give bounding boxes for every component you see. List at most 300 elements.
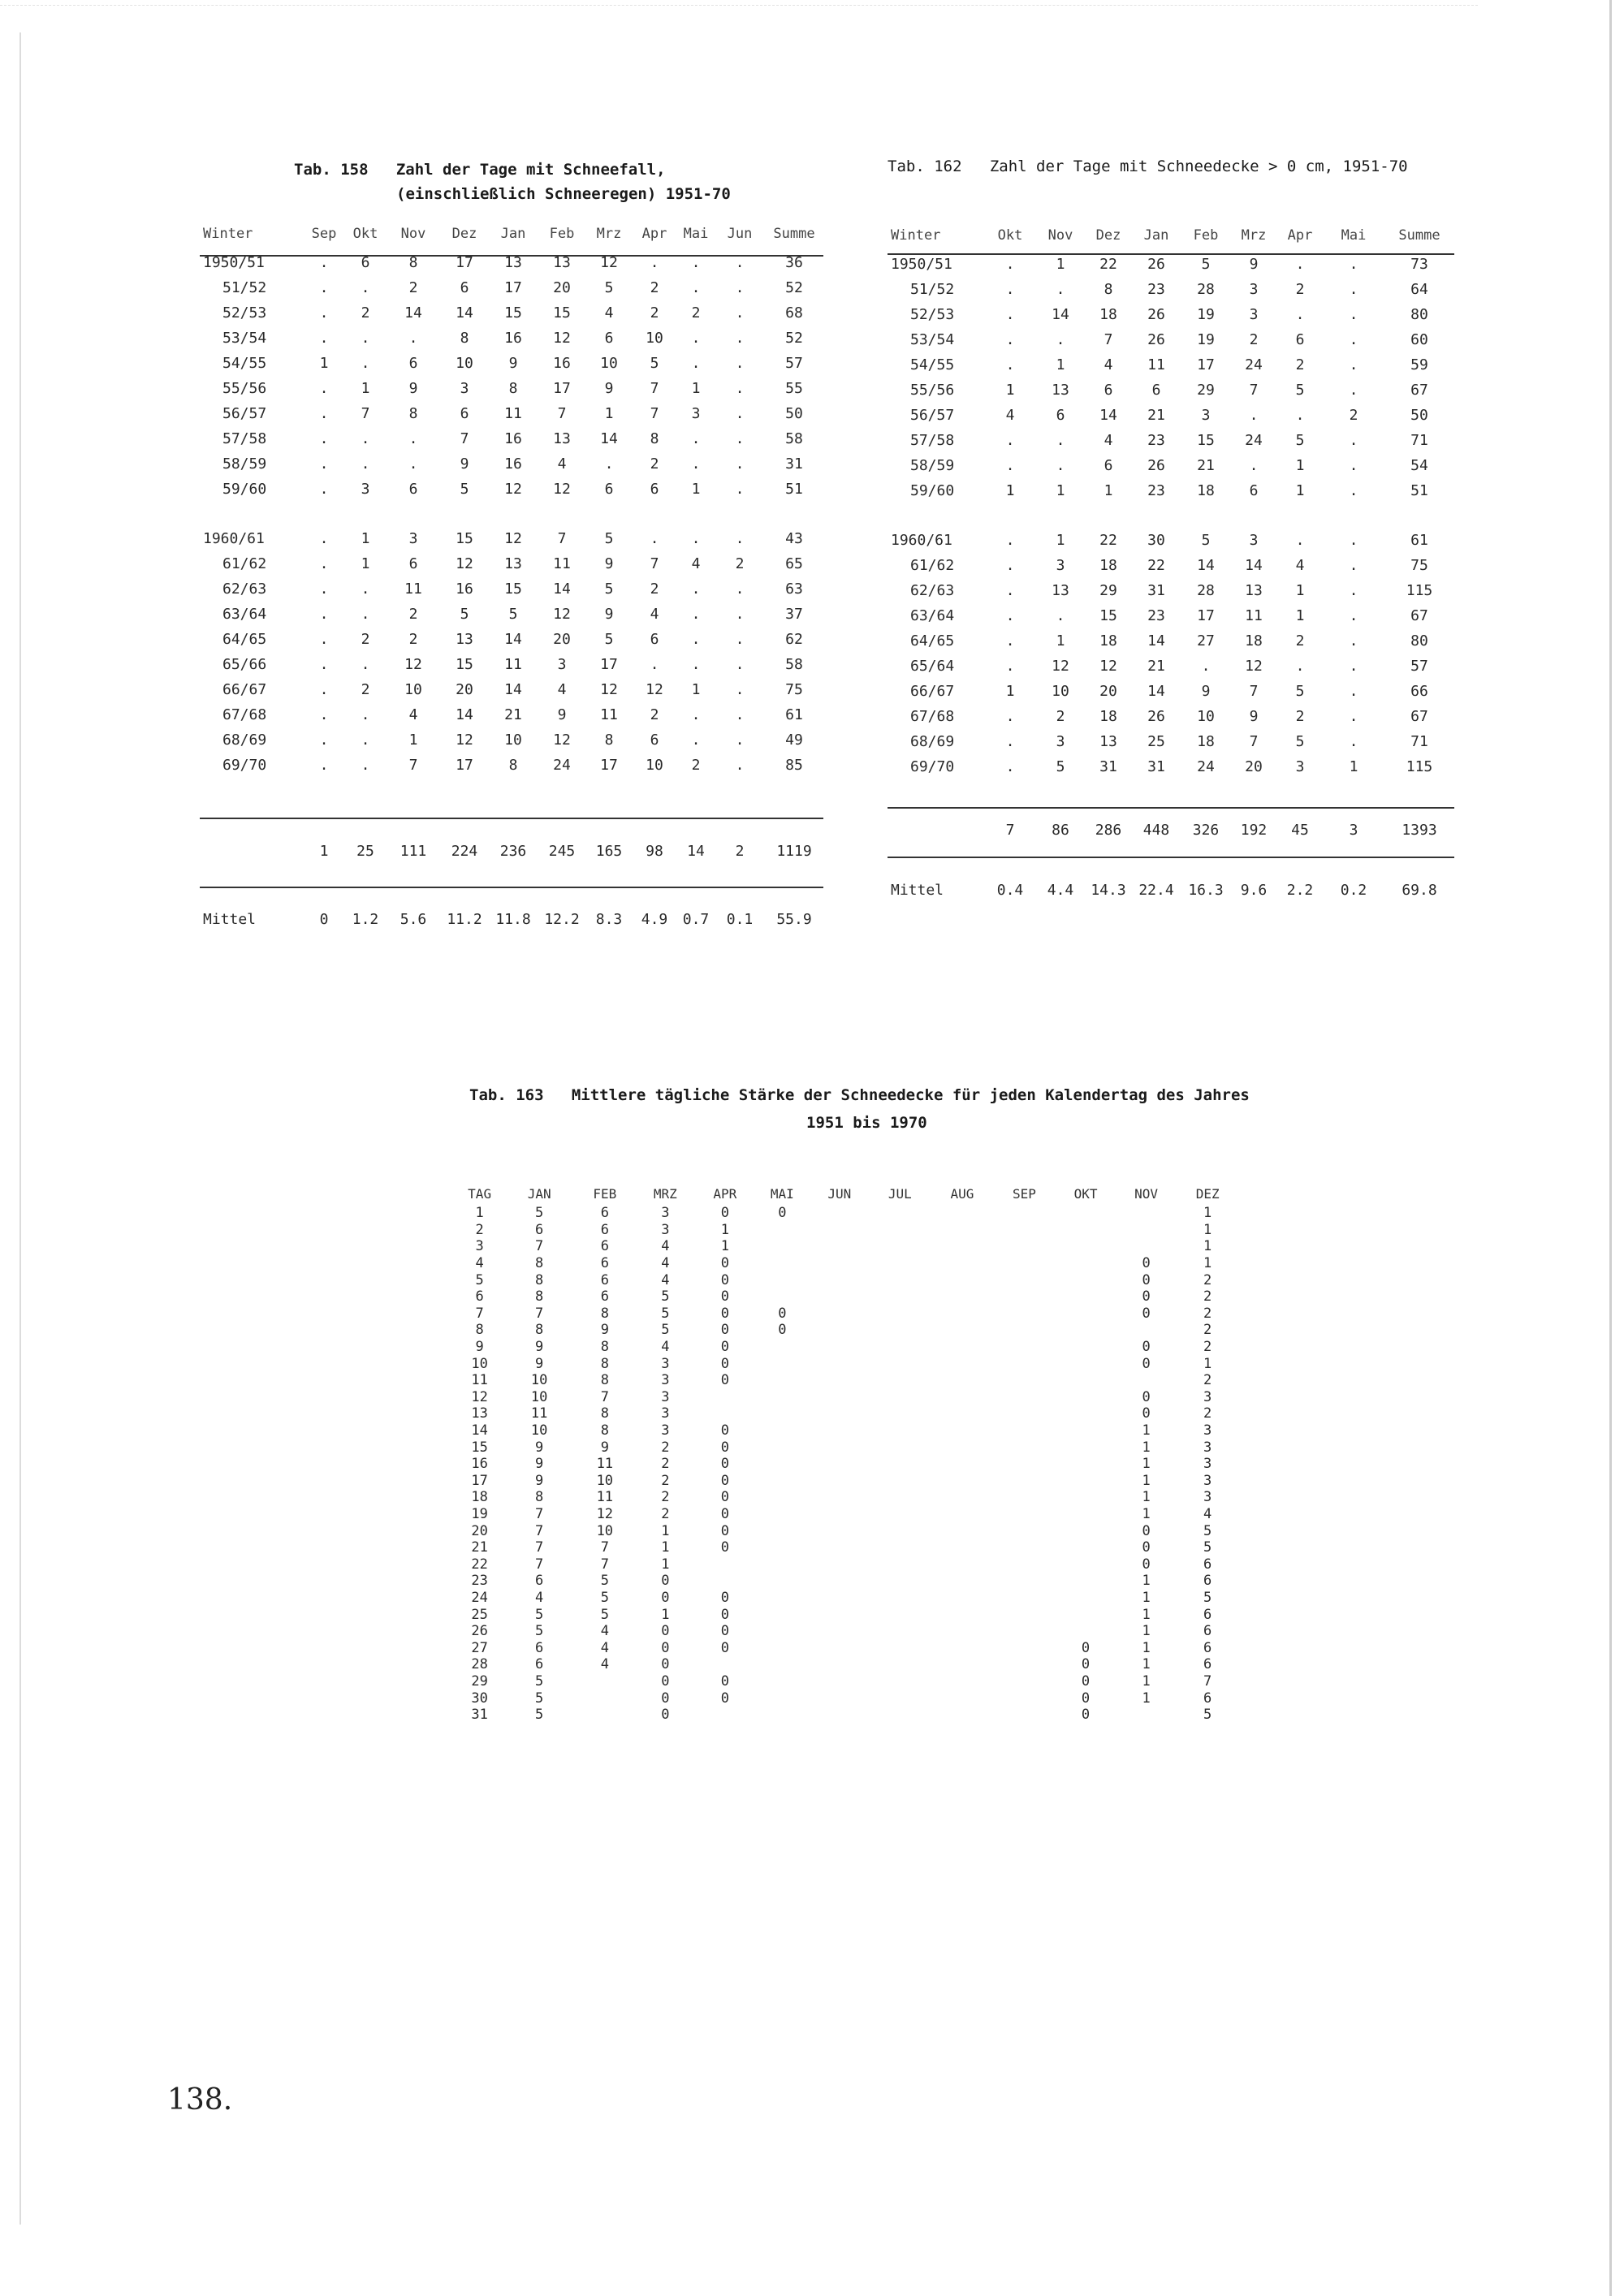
table-cell: .: [735, 430, 745, 447]
table-cell: 51/52: [910, 281, 955, 298]
table-cell: 58: [785, 430, 803, 447]
table-cell: 0: [661, 1623, 670, 1640]
table-cell: 12: [553, 481, 571, 498]
table-cell: 10: [596, 1472, 614, 1489]
table-cell: 2: [1203, 1322, 1212, 1339]
table-cell: 0: [661, 1589, 670, 1606]
table-cell: .: [319, 380, 329, 397]
table-cell: 12: [456, 732, 473, 749]
tab158-header-winter: Winter: [203, 226, 253, 242]
table-cell: [931, 1590, 994, 1607]
table-cell: [1055, 1238, 1116, 1255]
table-cell: 8: [475, 1322, 484, 1339]
table-cell: 0: [1142, 1271, 1151, 1288]
table-row: [455, 1422, 1239, 1439]
footer-cell: 0: [319, 911, 329, 928]
table-cell: .: [361, 606, 370, 623]
table-cell: 0: [778, 1322, 787, 1339]
table-cell: 10: [646, 757, 663, 774]
table-cell: .: [735, 681, 745, 698]
table-cell: 0: [720, 1606, 729, 1623]
table-cell: 0: [720, 1288, 729, 1306]
table-cell: 1: [1056, 256, 1065, 273]
table-cell: 65/66: [222, 656, 267, 673]
table-cell: 7: [1249, 683, 1259, 700]
table-cell: 64/65: [222, 631, 267, 648]
table-cell: 13: [504, 555, 522, 572]
table-cell: 57/58: [910, 432, 955, 449]
table-cell: .: [408, 430, 418, 447]
table-cell: 57: [1410, 658, 1428, 675]
tab163-header-tag: TAG: [468, 1186, 492, 1202]
table-cell: 4: [1295, 557, 1305, 574]
table-cell: .: [735, 631, 745, 648]
page-number: 138.: [167, 2083, 233, 2117]
table-cell: 1: [691, 681, 701, 698]
table-cell: 6: [650, 481, 659, 498]
table-cell: 5: [460, 606, 469, 623]
table-cell: 59/60: [222, 481, 267, 498]
table-row: [200, 426, 823, 451]
table-cell: .: [1349, 457, 1358, 474]
table-cell: [1055, 1222, 1116, 1239]
table-cell: [810, 1238, 870, 1255]
table-cell: 5: [460, 481, 469, 498]
table-cell: .: [319, 254, 329, 271]
scan-edge-top: [0, 5, 1478, 6]
table-cell: 18: [1099, 708, 1117, 725]
tab158-sum-rule: [200, 818, 823, 819]
table-cell: 22: [471, 1556, 488, 1573]
table-cell: [870, 1690, 931, 1707]
table-cell: .: [650, 530, 659, 547]
footer-cell: 16.3: [1188, 882, 1224, 899]
table-cell: 25: [471, 1606, 488, 1623]
table-cell: 6: [1203, 1690, 1212, 1707]
table-cell: 3: [557, 656, 567, 673]
table-cell: [1055, 1623, 1116, 1640]
table-cell: 13: [553, 254, 571, 271]
table-cell: 5: [535, 1707, 544, 1724]
table-cell: 5: [604, 631, 614, 648]
table-row: [455, 1372, 1239, 1389]
table-cell: 1: [691, 481, 701, 498]
table-cell: [810, 1372, 870, 1389]
tab162-header-dez: Dez: [1095, 227, 1121, 244]
table-cell: 13: [1052, 582, 1069, 599]
table-cell: [870, 1439, 931, 1456]
table-cell: [810, 1590, 870, 1607]
table-cell: 5: [604, 580, 614, 598]
table-cell: [870, 1422, 931, 1439]
table-cell: 3: [1203, 1422, 1212, 1439]
table-cell: [810, 1339, 870, 1356]
table-cell: 1: [1142, 1690, 1151, 1707]
table-cell: 1: [1295, 457, 1305, 474]
table-cell: 6: [600, 1288, 609, 1306]
table-cell: 8: [1104, 281, 1113, 298]
footer-cell: 4.9: [641, 911, 668, 928]
table-cell: .: [691, 606, 701, 623]
table-cell: [1055, 1590, 1116, 1607]
table-cell: 4: [604, 304, 614, 322]
tab158-header-dez: Dez: [451, 226, 477, 242]
table-cell: 15: [553, 304, 571, 322]
table-cell: .: [1349, 306, 1358, 323]
table-cell: 1: [1056, 482, 1065, 499]
table-cell: 15: [471, 1439, 488, 1456]
table-cell: 66/67: [222, 681, 267, 698]
tab158-header-feb: Feb: [549, 226, 575, 242]
table-cell: 12: [504, 481, 522, 498]
table-row: [455, 1656, 1239, 1673]
table-cell: 50: [785, 405, 803, 422]
table-cell: .: [1349, 607, 1358, 624]
table-cell: [755, 1389, 810, 1406]
table-row: [200, 477, 823, 502]
table-cell: 7: [535, 1539, 544, 1556]
table-cell: 1: [661, 1606, 670, 1623]
table-cell: 24: [553, 757, 571, 774]
table-cell: [870, 1506, 931, 1523]
table-cell: 2: [1056, 708, 1065, 725]
table-row: [200, 401, 823, 426]
table-row: [200, 451, 823, 477]
table-cell: 0: [661, 1690, 670, 1707]
table-cell: [931, 1422, 994, 1439]
table-cell: 0: [720, 1439, 729, 1456]
table-cell: .: [1349, 683, 1358, 700]
table-cell: 17: [553, 380, 571, 397]
table-cell: [810, 1322, 870, 1339]
table-cell: 51: [1410, 482, 1428, 499]
table-cell: 4: [557, 455, 567, 473]
table-cell: [870, 1606, 931, 1623]
table-cell: 1: [661, 1556, 670, 1573]
table-cell: .: [691, 580, 701, 598]
tab158-header-summe: Summe: [773, 226, 815, 242]
table-cell: 5: [600, 1573, 609, 1590]
table-cell: 1: [720, 1238, 729, 1255]
table-row: [888, 302, 1454, 327]
table-cell: 0: [1142, 1388, 1151, 1405]
table-cell: .: [361, 430, 370, 447]
table-cell: 68/69: [222, 732, 267, 749]
table-cell: 2: [408, 606, 418, 623]
table-cell: 73: [1410, 256, 1428, 273]
table-cell: 0: [1142, 1305, 1151, 1322]
table-cell: 67: [1410, 708, 1428, 725]
table-cell: 16: [504, 330, 522, 347]
table-cell: 5: [475, 1271, 484, 1288]
table-cell: 0: [720, 1355, 729, 1372]
table-cell: [1055, 1372, 1116, 1389]
table-cell: [931, 1271, 994, 1288]
footer-cell: 448: [1142, 822, 1170, 839]
table-cell: 1: [1142, 1606, 1151, 1623]
table-cell: .: [735, 580, 745, 598]
table-cell: .: [735, 455, 745, 473]
table-cell: 18: [1099, 632, 1117, 650]
table-cell: 71: [1410, 432, 1428, 449]
footer-cell: 7: [1005, 822, 1015, 839]
table-row: [888, 553, 1454, 578]
table-cell: .: [1005, 356, 1015, 373]
table-row: [455, 1306, 1239, 1323]
table-cell: [1055, 1456, 1116, 1473]
table-cell: 1: [361, 530, 370, 547]
table-row: [200, 677, 823, 702]
table-cell: 3: [1203, 1456, 1212, 1473]
table-cell: [1055, 1339, 1116, 1356]
table-cell: [755, 1573, 810, 1590]
tab162-header-jan: Jan: [1143, 227, 1169, 244]
table-cell: 11: [596, 1456, 614, 1473]
table-cell: [994, 1456, 1056, 1473]
table-row: [455, 1573, 1239, 1590]
table-cell: 7: [650, 405, 659, 422]
table-cell: 0: [720, 1522, 729, 1539]
table-cell: [810, 1506, 870, 1523]
table-cell: 63/64: [222, 606, 267, 623]
table-cell: 6: [604, 330, 614, 347]
table-cell: 54: [1410, 457, 1428, 474]
table-cell: [931, 1288, 994, 1306]
table-cell: 12: [456, 555, 473, 572]
table-cell: [870, 1573, 931, 1590]
table-cell: [810, 1489, 870, 1506]
table-cell: 17: [600, 656, 618, 673]
table-cell: 26: [1147, 457, 1165, 474]
table-cell: 2: [361, 304, 370, 322]
table-cell: [810, 1205, 870, 1222]
table-cell: 2: [1203, 1271, 1212, 1288]
table-cell: 0: [1142, 1255, 1151, 1272]
table-cell: .: [1005, 658, 1015, 675]
table-cell: .: [361, 330, 370, 347]
table-cell: 10: [1197, 708, 1215, 725]
table-cell: [695, 1389, 755, 1406]
table-cell: .: [1005, 432, 1015, 449]
table-cell: .: [319, 555, 329, 572]
table-cell: 8: [535, 1489, 544, 1506]
table-row: [888, 603, 1454, 628]
table-cell: [810, 1639, 870, 1656]
table-cell: [994, 1422, 1056, 1439]
table-cell: [994, 1405, 1056, 1422]
table-cell: [870, 1405, 931, 1422]
table-cell: 69/70: [222, 757, 267, 774]
table-cell: [810, 1456, 870, 1473]
table-cell: 8: [508, 380, 518, 397]
table-cell: 9: [604, 380, 614, 397]
table-cell: [931, 1306, 994, 1323]
table-cell: 56/57: [222, 405, 267, 422]
table-cell: 0: [1081, 1639, 1091, 1656]
table-cell: [1055, 1489, 1116, 1506]
table-cell: 62/63: [910, 582, 955, 599]
table-cell: .: [1056, 607, 1065, 624]
footer-cell: 1119: [776, 843, 812, 860]
table-row: [200, 576, 823, 602]
table-cell: 5: [604, 530, 614, 547]
table-cell: 4: [1005, 407, 1015, 424]
table-row: [455, 1539, 1239, 1556]
table-cell: 4: [475, 1255, 484, 1272]
table-cell: 1: [661, 1539, 670, 1556]
table-cell: [931, 1339, 994, 1356]
table-cell: 26: [1147, 708, 1165, 725]
table-cell: [755, 1673, 810, 1690]
table-cell: 9: [1249, 708, 1259, 725]
table-cell: .: [1295, 256, 1305, 273]
table-cell: 71: [1410, 733, 1428, 750]
table-cell: 0: [720, 1255, 729, 1272]
table-cell: [994, 1439, 1056, 1456]
table-cell: 75: [1410, 557, 1428, 574]
table-cell: 2: [1203, 1288, 1212, 1306]
table-cell: 16: [504, 430, 522, 447]
table-row: [455, 1355, 1239, 1372]
table-cell: 0: [720, 1305, 729, 1322]
table-row: [888, 478, 1454, 503]
table-cell: [870, 1456, 931, 1473]
table-cell: 1960/61: [891, 532, 952, 549]
table-cell: 5: [1056, 758, 1065, 775]
table-cell: [870, 1556, 931, 1573]
table-row: [455, 1639, 1239, 1656]
table-cell: 5: [600, 1589, 609, 1606]
table-cell: 7: [1249, 733, 1259, 750]
table-cell: 5: [535, 1690, 544, 1707]
footer-cell: 1.2: [352, 911, 379, 928]
table-cell: .: [735, 732, 745, 749]
footer-cell: 1: [319, 843, 329, 860]
table-row: [455, 1673, 1239, 1690]
table-cell: .: [735, 304, 745, 322]
table-cell: 2: [650, 304, 659, 322]
table-cell: [755, 1489, 810, 1506]
table-cell: .: [1249, 457, 1259, 474]
table-cell: 13: [1245, 582, 1263, 599]
table-cell: .: [1349, 557, 1358, 574]
table-cell: 80: [1410, 632, 1428, 650]
table-cell: 5: [1203, 1539, 1212, 1556]
table-cell: 1: [361, 380, 370, 397]
table-cell: 26: [1147, 331, 1165, 348]
table-cell: .: [1349, 331, 1358, 348]
table-cell: 6: [535, 1639, 544, 1656]
table-cell: 0: [778, 1305, 787, 1322]
table-cell: [755, 1522, 810, 1539]
table-cell: [994, 1389, 1056, 1406]
table-cell: .: [735, 606, 745, 623]
table-cell: 16: [553, 355, 571, 372]
table-row: [200, 627, 823, 652]
table-row: [455, 1690, 1239, 1707]
table-cell: [810, 1707, 870, 1724]
footer-cell: 2: [735, 843, 745, 860]
table-cell: 53/54: [222, 330, 267, 347]
table-cell: 0: [720, 1322, 729, 1339]
table-cell: 29: [471, 1672, 488, 1690]
table-cell: 37: [785, 606, 803, 623]
table-cell: [994, 1306, 1056, 1323]
table-cell: 6: [460, 279, 469, 296]
table-cell: 0: [1142, 1405, 1151, 1422]
table-cell: 14: [1245, 557, 1263, 574]
table-cell: [931, 1623, 994, 1640]
table-cell: 2: [1295, 281, 1305, 298]
table-cell: 17: [600, 757, 618, 774]
table-cell: [810, 1255, 870, 1272]
table-row: [455, 1489, 1239, 1506]
table-cell: 10: [504, 732, 522, 749]
table-row: [200, 702, 823, 727]
table-cell: .: [1349, 708, 1358, 725]
table-cell: 5: [1295, 432, 1305, 449]
table-cell: 14: [456, 706, 473, 723]
table-cell: 0: [720, 1472, 729, 1489]
table-cell: 12: [596, 1505, 614, 1522]
table-cell: 6: [1203, 1556, 1212, 1573]
table-row: [888, 654, 1454, 679]
table-cell: [870, 1222, 931, 1239]
table-cell: 2: [650, 580, 659, 598]
table-cell: [810, 1573, 870, 1590]
table-cell: 8: [535, 1322, 544, 1339]
table-cell: [870, 1656, 931, 1673]
table-cell: 58/59: [910, 457, 955, 474]
table-cell: 16: [471, 1456, 488, 1473]
table-cell: .: [1349, 356, 1358, 373]
table-cell: [1055, 1306, 1116, 1323]
table-cell: 61/62: [222, 555, 267, 572]
table-cell: [1055, 1355, 1116, 1372]
table-cell: [994, 1222, 1056, 1239]
footer-cell: 0.7: [682, 911, 710, 928]
table-cell: 9: [600, 1439, 609, 1456]
table-cell: [810, 1355, 870, 1372]
table-cell: .: [319, 706, 329, 723]
table-cell: 4: [661, 1271, 670, 1288]
table-cell: .: [319, 330, 329, 347]
table-cell: .: [408, 330, 418, 347]
table-cell: 20: [553, 279, 571, 296]
table-cell: 23: [1147, 607, 1165, 624]
table-cell: 50: [1410, 407, 1428, 424]
table-cell: [870, 1522, 931, 1539]
table-cell: 0: [1142, 1288, 1151, 1306]
table-cell: 1: [1142, 1672, 1151, 1690]
table-cell: 12: [553, 330, 571, 347]
table-cell: [870, 1288, 931, 1306]
table-row: [455, 1456, 1239, 1473]
tab162-header-feb: Feb: [1193, 227, 1219, 244]
table-cell: 14: [553, 580, 571, 598]
table-row: [455, 1623, 1239, 1640]
table-cell: 0: [720, 1271, 729, 1288]
footer-cell: 8.3: [595, 911, 623, 928]
table-cell: 7: [408, 757, 418, 774]
table-cell: 31: [1147, 582, 1165, 599]
table-cell: 21: [1147, 658, 1165, 675]
tab158-header-mai: Mai: [683, 226, 709, 242]
table-cell: .: [319, 304, 329, 322]
table-cell: 2: [661, 1489, 670, 1506]
table-cell: [994, 1473, 1056, 1490]
table-cell: 29: [1099, 582, 1117, 599]
